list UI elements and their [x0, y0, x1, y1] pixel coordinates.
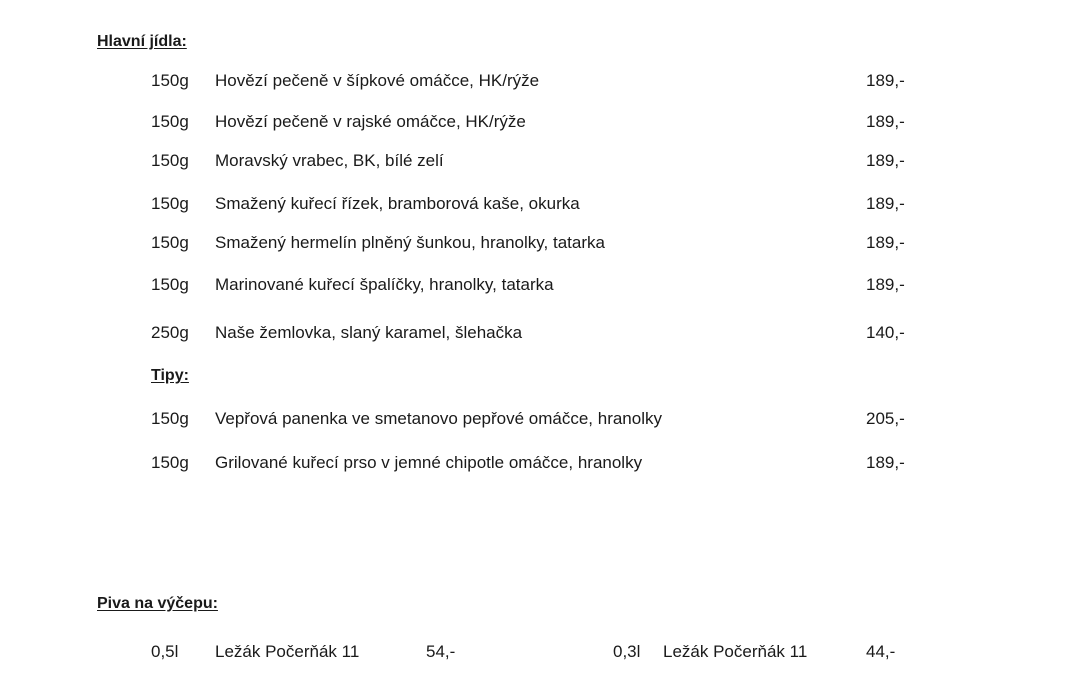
menu-item	[0, 232, 1080, 254]
item-weight: 250g	[151, 323, 189, 342]
item-price: 140,-	[866, 323, 905, 342]
section-title-tips: Tipy:	[151, 367, 189, 384]
item-name: Hovězí pečeně v šípkové omáčce, HK/rýže	[215, 71, 540, 90]
menu-item	[0, 322, 1080, 344]
item-name: Naše žemlovka, slaný karamel, šlehačka	[215, 323, 523, 342]
menu-item	[0, 452, 1080, 474]
item-price: 189,-	[866, 71, 905, 90]
beer-price-small: 44,-	[866, 642, 896, 661]
item-weight: 150g	[151, 275, 189, 294]
item-weight: 150g	[151, 151, 189, 170]
item-price: 189,-	[866, 233, 905, 252]
menu-item	[0, 111, 1080, 133]
item-name: Vepřová panenka ve smetanovo pepřové omáčce, hranolky	[215, 409, 662, 428]
item-weight: 150g	[151, 233, 189, 252]
menu-item	[0, 70, 1080, 92]
item-name: Grilované kuřecí prso v jemné chipotle omáčce, hranolky	[215, 453, 643, 472]
menu-item	[0, 150, 1080, 172]
menu-item	[0, 408, 1080, 430]
beer-volume: 0,5l	[151, 642, 179, 661]
item-price: 189,-	[866, 275, 905, 294]
item-weight: 150g	[151, 409, 189, 428]
item-weight: 150g	[151, 71, 189, 90]
section-title-beer: Piva na výčepu:	[97, 595, 218, 612]
item-name: Moravský vrabec, BK, bílé zelí	[215, 151, 444, 170]
item-name: Smažený kuřecí řízek, bramborová kaše, okurka	[215, 194, 580, 213]
item-weight: 150g	[151, 453, 189, 472]
beer-name-small: Ležák Počerňák 11	[663, 642, 808, 661]
item-weight: 150g	[151, 194, 189, 213]
item-price: 205,-	[866, 409, 905, 428]
section-title-main: Hlavní jídla:	[97, 33, 187, 50]
item-price: 189,-	[866, 453, 905, 472]
menu-item	[0, 274, 1080, 296]
beer-item	[0, 641, 1080, 663]
item-name: Smažený hermelín plněný šunkou, hranolky, tatarka	[215, 233, 605, 252]
item-name: Hovězí pečeně v rajské omáčce, HK/rýže	[215, 112, 526, 131]
beer-price: 54,-	[426, 642, 456, 661]
item-price: 189,-	[866, 112, 905, 131]
item-price: 189,-	[866, 151, 905, 170]
beer-name: Ležák Počerňák 11	[215, 642, 360, 661]
beer-volume-small: 0,3l	[613, 642, 641, 661]
item-price: 189,-	[866, 194, 905, 213]
menu-item	[0, 193, 1080, 215]
item-weight: 150g	[151, 112, 189, 131]
item-name: Marinované kuřecí špalíčky, hranolky, tatarka	[215, 275, 554, 294]
